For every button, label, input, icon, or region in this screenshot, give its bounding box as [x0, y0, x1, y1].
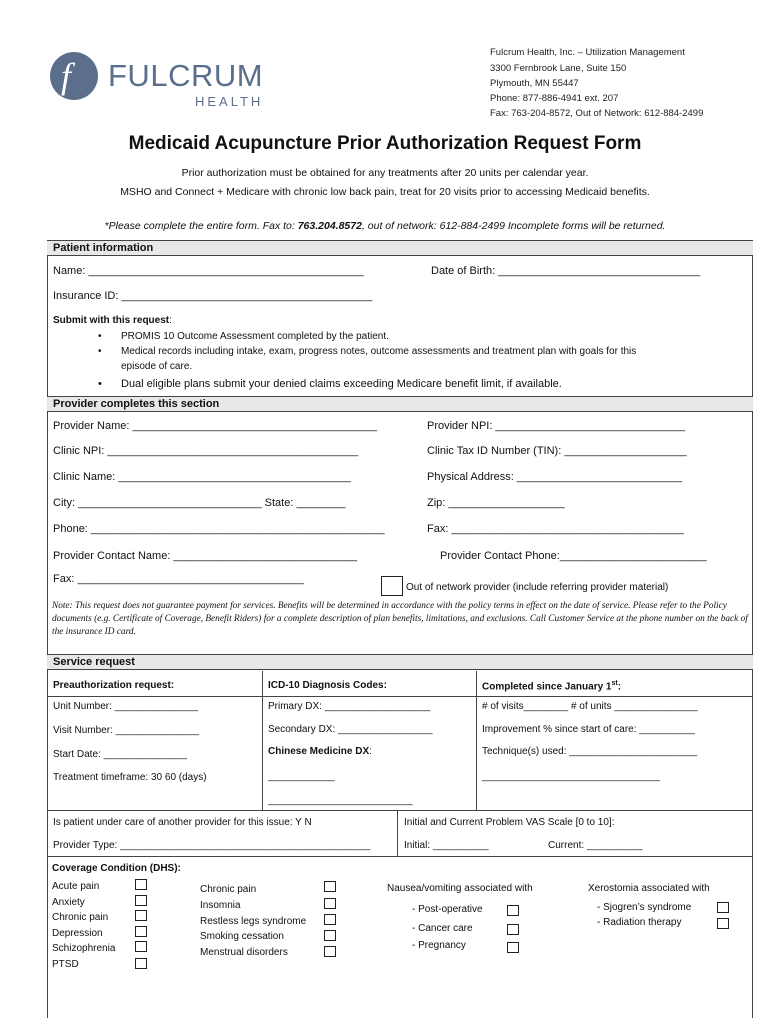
condition-checkbox[interactable]	[135, 879, 147, 890]
fax-field[interactable]: Fax: _____________________________________	[53, 573, 304, 585]
condition-label: PTSD	[52, 959, 79, 970]
other-provider-field[interactable]: Is patient under care of another provider for this issue: Y N	[53, 817, 312, 828]
divider	[47, 856, 753, 857]
logo-letter: f	[61, 56, 72, 96]
condition-checkbox[interactable]	[324, 930, 336, 941]
condition-checkbox[interactable]	[135, 926, 147, 937]
condition-label: Restless legs syndrome	[200, 916, 307, 927]
condition-label: - Post-operative	[412, 904, 483, 915]
brand-sub: HEALTH	[195, 94, 264, 109]
condition-checkbox[interactable]	[324, 914, 336, 925]
condition-checkbox[interactable]	[135, 941, 147, 952]
provider-section-header: Provider completes this section	[47, 396, 753, 412]
condition-checkbox[interactable]	[507, 924, 519, 935]
brand-name: FULCRUM	[108, 58, 264, 93]
condition-label: Acute pain	[52, 881, 100, 892]
clinic-npi-field[interactable]: Clinic NPI: _________________________________________	[53, 445, 359, 457]
divider	[262, 671, 263, 810]
divider	[397, 810, 398, 856]
condition-checkbox[interactable]	[717, 918, 729, 929]
city-state-field[interactable]: City: ______________________________ State: ________	[53, 497, 346, 509]
phone-field[interactable]: Phone: ________________________________________________	[53, 523, 385, 535]
condition-label: Anxiety	[52, 897, 85, 908]
vas-initial-field[interactable]: Initial: __________	[404, 840, 489, 851]
bullet-item: Medical records including intake, exam, progress notes, outcome assessments and treatment plan with goals for this	[121, 346, 637, 357]
bullet-item: episode of care.	[121, 361, 193, 372]
divider	[47, 810, 753, 811]
timeframe-field[interactable]: Treatment timeframe: 30 60 (days)	[53, 772, 207, 783]
contact-phone-field[interactable]: Provider Contact Phone:________________________	[440, 550, 707, 562]
condition-checkbox[interactable]	[717, 902, 729, 913]
condition-label: Schizophrenia	[52, 943, 116, 954]
submit-label: Submit with this request:	[53, 315, 172, 326]
instruction: *Please complete the entire form. Fax to: 763.204.8572, out of network: 612-884-2499 Incomplete forms will be returned.	[104, 220, 666, 232]
clinic-tin-field[interactable]: Clinic Tax ID Number (TIN): ____________________	[427, 445, 687, 457]
vas-label: Initial and Current Problem VAS Scale [0 to 10]:	[404, 817, 615, 828]
visit-number-field[interactable]: Visit Number: _______________	[53, 725, 200, 736]
technique-field[interactable]: Technique(s) used: _______________________	[482, 746, 698, 757]
bullet-item: PROMIS 10 Outcome Assessment completed by the patient.	[121, 331, 389, 342]
intro-line: MSHO and Connect + Medicare with chronic low back pain, treat for 20 visits prior to accessing Medicaid benefits.	[120, 186, 650, 198]
address-line: 3300 Fernbrook Lane, Suite 150	[490, 63, 627, 74]
divider	[476, 671, 477, 810]
nausea-heading: Nausea/vomiting associated with	[387, 883, 533, 894]
provider-fax-field[interactable]: Fax: ______________________________________	[427, 523, 684, 535]
out-of-network-label: Out of network provider (include referring provider material)	[406, 582, 669, 593]
condition-label: Insomnia	[200, 900, 241, 911]
condition-checkbox[interactable]	[135, 958, 147, 969]
condition-label: Chronic pain	[52, 912, 109, 923]
condition-label: - Radiation therapy	[597, 917, 682, 928]
logo-mark	[50, 52, 98, 100]
divider	[47, 696, 753, 697]
clinic-name-field[interactable]: Clinic Name: ______________________________________	[53, 471, 351, 483]
improvement-field[interactable]: Improvement % since start of care: __________	[482, 724, 695, 735]
preauth-heading: Preauthorization request:	[53, 680, 175, 691]
chinese-dx-field[interactable]: ____________	[268, 771, 335, 782]
condition-label: - Sjogren’s syndrome	[597, 902, 692, 913]
icd10-heading: ICD-10 Diagnosis Codes:	[268, 680, 387, 691]
condition-checkbox[interactable]	[324, 881, 336, 892]
condition-label: - Pregnancy	[412, 940, 466, 951]
condition-label: - Cancer care	[412, 923, 473, 934]
zip-field[interactable]: Zip: ___________________	[427, 497, 565, 509]
secondary-dx-field[interactable]: Secondary DX: _________________	[268, 724, 433, 735]
condition-checkbox[interactable]	[324, 898, 336, 909]
address-line: Phone: 877-886-4941 ext. 207	[490, 93, 619, 104]
bullet-dot: •	[98, 331, 102, 342]
vas-current-field[interactable]: Current: __________	[548, 840, 643, 851]
provider-npi-field[interactable]: Provider NPI: _______________________________	[427, 420, 686, 432]
condition-checkbox[interactable]	[324, 946, 336, 957]
condition-label: Smoking cessation	[200, 931, 284, 942]
chinese-dx-label: Chinese Medicine DX:	[268, 746, 372, 757]
condition-checkbox[interactable]	[135, 910, 147, 921]
address-line: Fax: 763-204-8572, Out of Network: 612-884-2499	[490, 108, 704, 119]
xerostomia-heading: Xerostomia associated with	[588, 883, 710, 894]
dob-field[interactable]: Date of Birth: _________________________________	[431, 265, 701, 277]
service-section-header: Service request	[47, 654, 753, 670]
primary-dx-field[interactable]: Primary DX: ___________________	[268, 701, 431, 712]
unit-number-field[interactable]: Unit Number: _______________	[53, 701, 199, 712]
address-line: Fulcrum Health, Inc. – Utilization Management	[490, 47, 685, 58]
completed-heading: Completed since January 1st:	[482, 680, 622, 693]
page-title: Medicaid Acupuncture Prior Authorization Request Form	[128, 133, 642, 154]
bullet-dot: •	[98, 378, 102, 390]
visits-units-field[interactable]: # of visits________ # of units _______________	[482, 701, 698, 712]
condition-label: Chronic pain	[200, 884, 257, 895]
bullet-item: Dual eligible plans submit your denied claims exceeding Medicare benefit limit, if available.	[121, 378, 562, 390]
address-line: Plymouth, MN 55447	[490, 78, 579, 89]
condition-checkbox[interactable]	[135, 895, 147, 906]
contact-name-field[interactable]: Provider Contact Name: ______________________________	[53, 550, 357, 562]
technique-field[interactable]: ________________________________	[482, 771, 660, 782]
patient-name-field[interactable]: Name: _____________________________________________	[53, 265, 364, 277]
bullet-dot: •	[98, 346, 102, 357]
start-date-field[interactable]: Start Date: _______________	[53, 749, 187, 760]
patient-section-header: Patient information	[47, 240, 753, 256]
condition-label: Depression	[52, 928, 103, 939]
disclaimer-note: Note: This request does not guarantee payment for services. Benefits will be determined in accordance with the policy terms in effect on the date of service. Please refer to the Policy documents (e.g. Certificate of Coverage, Benefit Riders) for a complete description of plan benefits, limitations, and exclusions. Call Customer Service at the phone number on the back of the insurance ID card.	[52, 601, 748, 637]
condition-checkbox[interactable]	[507, 942, 519, 953]
condition-label: Menstrual disorders	[200, 947, 288, 958]
coverage-heading: Coverage Condition (DHS):	[52, 863, 181, 874]
insurance-id-field[interactable]: Insurance ID: _________________________________________	[53, 290, 373, 302]
out-of-network-checkbox[interactable]	[381, 576, 403, 596]
intro-line: Prior authorization must be obtained for any treatments after 20 units per calendar year.	[181, 167, 589, 179]
provider-name-field[interactable]: Provider Name: ________________________________________	[53, 420, 378, 432]
condition-checkbox[interactable]	[507, 905, 519, 916]
provider-type-field[interactable]: Provider Type: _____________________________________________	[53, 840, 371, 851]
chinese-dx-field[interactable]: __________________________	[268, 795, 413, 806]
physical-address-field[interactable]: Physical Address: ___________________________	[427, 471, 683, 483]
